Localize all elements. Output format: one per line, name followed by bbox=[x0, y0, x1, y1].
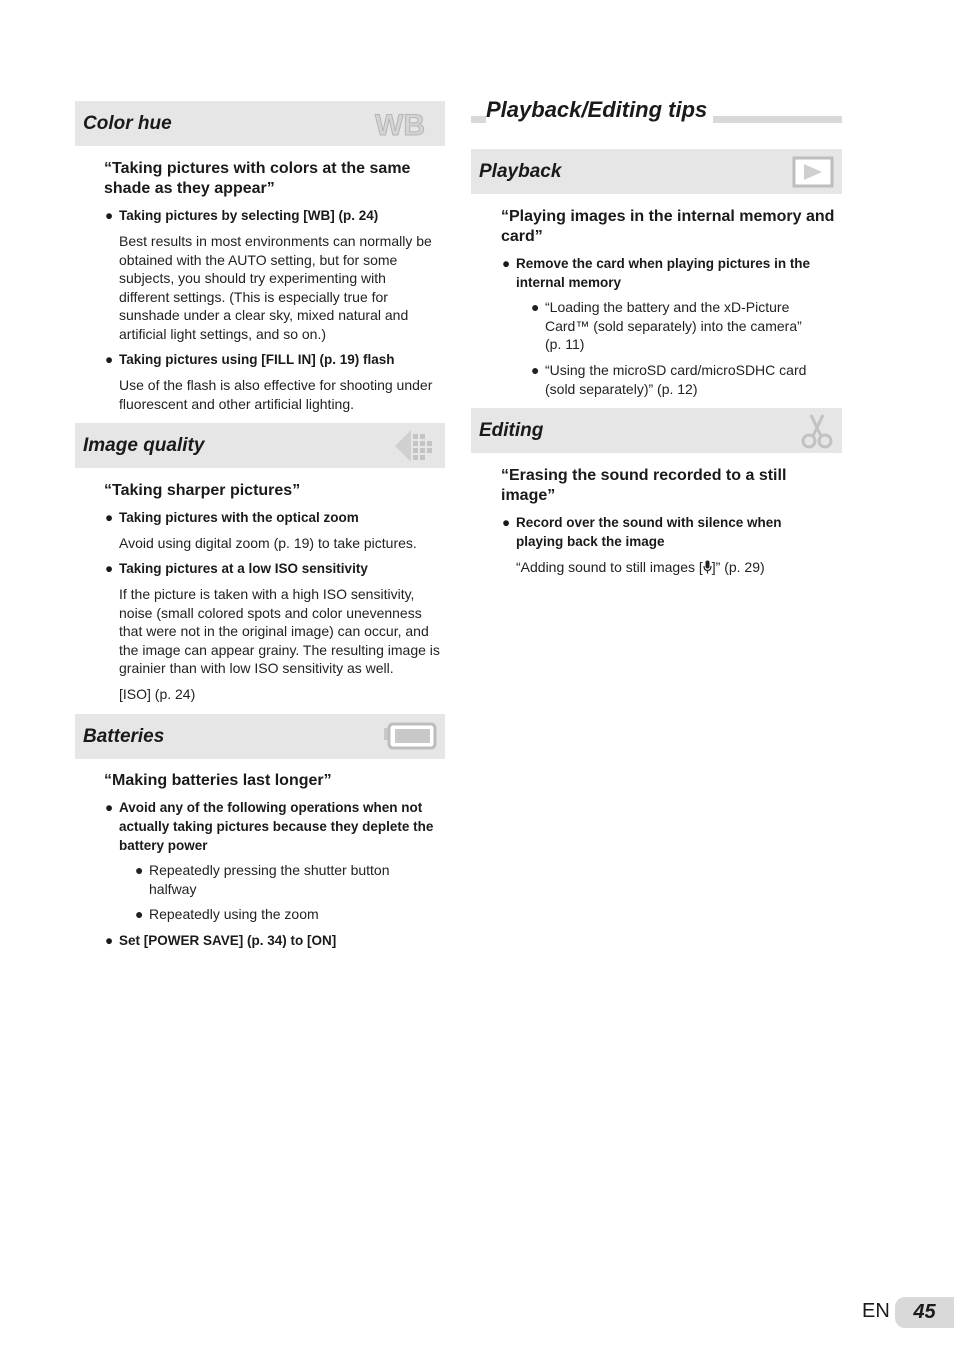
image-quality-text-1: Avoid using digital zoom (p. 19) to take pictures. bbox=[119, 535, 417, 551]
wb-icon-text: WB bbox=[375, 108, 425, 139]
editing-tip-1 bbox=[502, 513, 822, 551]
color-hue-header bbox=[75, 101, 445, 146]
wb-icon bbox=[373, 109, 437, 139]
bullet-icon: ● bbox=[531, 299, 540, 315]
color-hue-question: “Taking pictures with colors at the same shade as they appear” bbox=[104, 160, 411, 197]
batteries-sub-1-text: Repeatedly pressing the shutter button halfway bbox=[149, 862, 390, 897]
color-hue-tip-1-text: Taking pictures by selecting [WB] (p. 24) bbox=[119, 208, 379, 223]
playback-sub-1-text: “Loading the battery and the xD-Picture Card™ (sold separately) into the camera” (p. 11) bbox=[545, 299, 802, 352]
bullet-icon: ● bbox=[105, 510, 114, 525]
microphone-icon bbox=[703, 560, 712, 579]
batteries-header bbox=[75, 714, 445, 759]
batteries-question: “Making batteries last longer” bbox=[104, 772, 332, 789]
color-hue-text-2: Use of the flash is also effective for shooting under fluorescent and other artificial lighting. bbox=[119, 377, 433, 412]
image-quality-tip-1-text: Taking pictures with the optical zoom bbox=[119, 510, 359, 525]
playback-sub-1 bbox=[531, 298, 821, 354]
page-number: 45 bbox=[895, 1297, 954, 1328]
batteries-tip-2 bbox=[105, 931, 445, 950]
editing-text-1 bbox=[516, 558, 836, 579]
playback-sub-2-text: “Using the microSD card/microSDHC card (sold separately)” (p. 12) bbox=[545, 362, 807, 397]
image-quality-title: Image quality bbox=[83, 434, 205, 456]
right-column-title: Playback/Editing tips bbox=[486, 97, 713, 123]
batteries-sub-2 bbox=[135, 905, 425, 924]
image-quality-tip-1 bbox=[105, 508, 445, 527]
battery-icon bbox=[383, 722, 437, 752]
image-quality-icon bbox=[393, 426, 437, 466]
batteries-title: Batteries bbox=[83, 725, 165, 747]
playback-sub-2 bbox=[531, 361, 831, 398]
batteries-tip-1-text: Avoid any of the following operations when not actually taking pictures because they deplete the battery power bbox=[119, 800, 434, 853]
play-icon bbox=[792, 156, 834, 188]
color-hue-tip-1 bbox=[105, 206, 445, 225]
bullet-icon: ● bbox=[502, 256, 511, 271]
bullet-icon: ● bbox=[502, 515, 511, 530]
color-hue-text-1: Best results in most environments can normally be obtained with the AUTO setting, but for some subjects, you should try experimenting with different settings. (This is especially true for sunshade under a clear sky, mixed natural and artificial light settings, and so on.) bbox=[119, 233, 432, 342]
bullet-icon: ● bbox=[135, 862, 144, 878]
playback-header bbox=[471, 149, 842, 194]
bullet-icon: ● bbox=[105, 561, 114, 576]
image-quality-question: “Taking sharper pictures” bbox=[104, 482, 301, 499]
editing-tip-1-text: Record over the sound with silence when playing back the image bbox=[516, 515, 782, 549]
image-quality-text-2: If the picture is taken with a high ISO sensitivity, noise (small colored spots and color unevenness that were not in the original image) can occur, and the image can appear grainy. The resulting image is grainier than with low ISO sensitivity as well. bbox=[119, 586, 440, 676]
bullet-icon: ● bbox=[135, 906, 144, 922]
playback-question: “Playing images in the internal memory and card” bbox=[501, 208, 835, 245]
playback-title: Playback bbox=[479, 160, 562, 182]
playback-tip-1 bbox=[502, 254, 842, 292]
batteries-tip-1 bbox=[105, 798, 447, 855]
batteries-sub-1 bbox=[135, 861, 425, 898]
bullet-icon: ● bbox=[105, 208, 114, 223]
color-hue-tip-2-text: Taking pictures using [FILL IN] (p. 19) flash bbox=[119, 352, 395, 367]
bullet-icon: ● bbox=[105, 352, 114, 367]
scissors-icon bbox=[800, 412, 834, 450]
editing-text-1-a: “Adding sound to still images [ bbox=[516, 559, 703, 575]
image-quality-tip-2-text: Taking pictures at a low ISO sensitivity bbox=[119, 561, 368, 576]
color-hue-tip-2 bbox=[105, 350, 445, 369]
bullet-icon: ● bbox=[105, 800, 114, 815]
bullet-icon: ● bbox=[105, 933, 114, 948]
color-hue-title: Color hue bbox=[83, 112, 172, 134]
editing-header bbox=[471, 408, 842, 453]
batteries-sub-2-text: Repeatedly using the zoom bbox=[149, 906, 319, 922]
editing-question: “Erasing the sound recorded to a still image” bbox=[501, 467, 787, 504]
editing-text-1-b: ]” (p. 29) bbox=[711, 559, 765, 575]
image-quality-header bbox=[75, 423, 445, 468]
editing-title: Editing bbox=[479, 419, 544, 441]
playback-tip-1-text: Remove the card when playing pictures in the internal memory bbox=[516, 256, 811, 290]
image-quality-ref: [ISO] (p. 24) bbox=[119, 686, 196, 702]
image-quality-tip-2 bbox=[105, 559, 445, 578]
batteries-tip-2-text: Set [POWER SAVE] (p. 34) to [ON] bbox=[119, 933, 337, 948]
language-label: EN bbox=[862, 1300, 890, 1322]
bullet-icon: ● bbox=[531, 362, 540, 378]
